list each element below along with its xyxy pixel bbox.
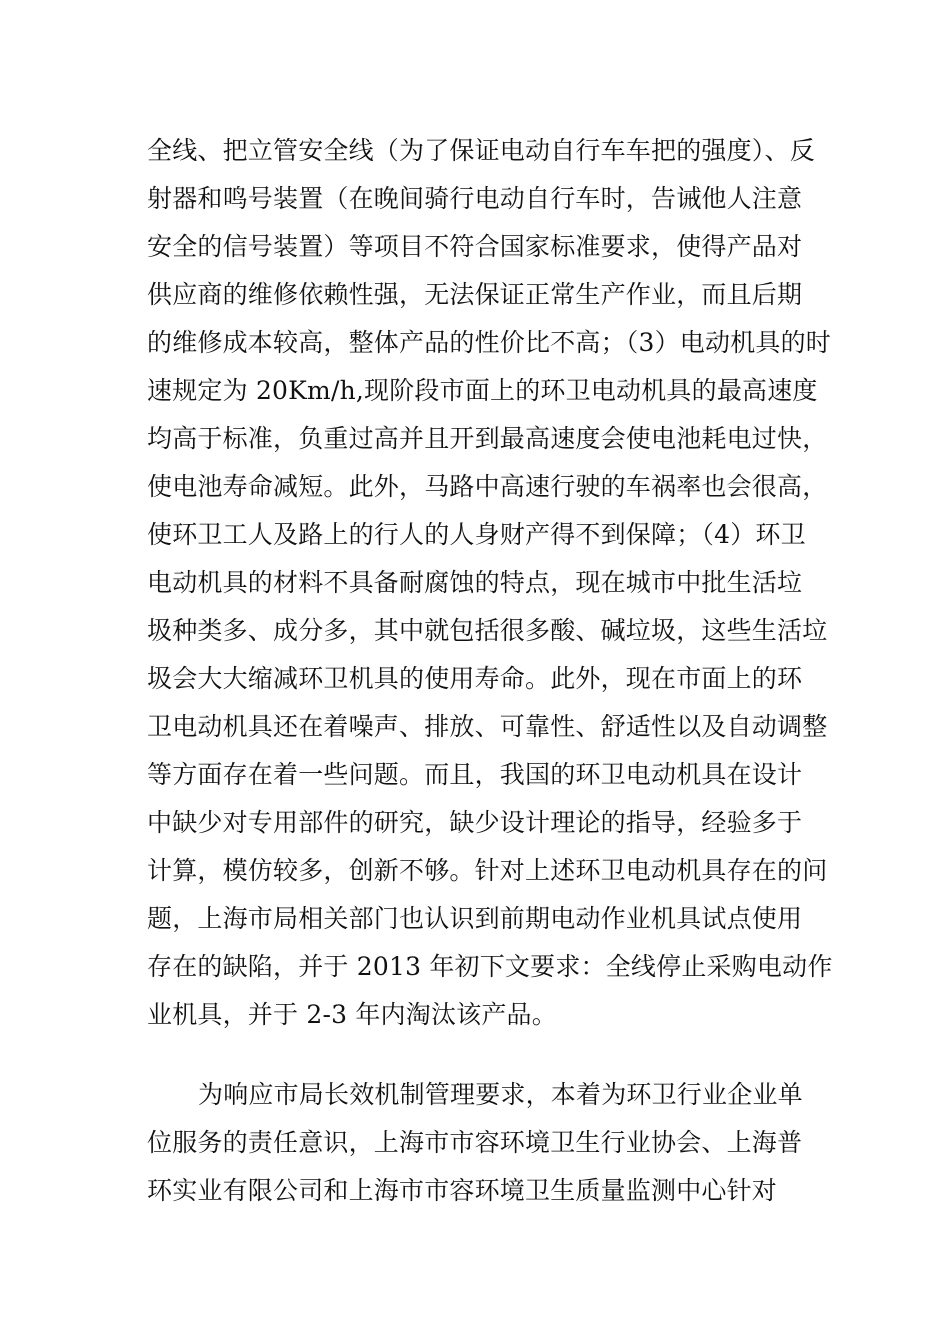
text-line: 均高于标准，负重过高并且开到最高速度会使电池耗电过快， [147, 424, 828, 453]
text-line: 供应商的维修依赖性强，无法保证正常生产作业，而且后期 [147, 280, 803, 309]
text-line: 卫电动机具还在着噪声、排放、可靠性、舒适性以及自动调整 [147, 712, 828, 741]
text-line: 中缺少对专用部件的研究，缺少设计理论的指导，经验多于 [147, 808, 803, 837]
text-line: 圾会大大缩减环卫机具的使用寿命。此外，现在市面上的环 [147, 664, 803, 693]
text-line: 使电池寿命减短。此外，马路中高速行驶的车祸率也会很高， [147, 472, 828, 501]
text-line: 等方面存在着一些问题。而且，我国的环卫电动机具在设计 [147, 760, 803, 789]
text-line: 射器和鸣号装置（在晚间骑行电动自行车时，告诫他人注意 [147, 184, 803, 213]
text-line: 圾种类多、成分多，其中就包括很多酸、碱垃圾，这些生活垃 [147, 616, 828, 645]
text-line: 为响应市局长效机制管理要求，本着为环卫行业企业单 [198, 1080, 803, 1109]
text-line: 全线、把立管安全线（为了保证电动自行车车把的强度）、反 [147, 136, 815, 165]
text-line: 位服务的责任意识，上海市市容环境卫生行业协会、上海普 [147, 1128, 803, 1157]
text-line: 速规定为 20Km/h,现阶段市面上的环卫电动机具的最高速度 [147, 376, 818, 405]
text-line: 环实业有限公司和上海市市容环境卫生质量监测中心针对 [147, 1176, 778, 1205]
text-line: 业机具，并于 2-3 年内淘汰该产品。 [147, 1000, 557, 1029]
text-line: 的维修成本较高，整体产品的性价比不高；（3）电动机具的时 [147, 328, 832, 357]
text-line: 题，上海市局相关部门也认识到前期电动作业机具试点使用 [147, 904, 803, 933]
text-line: 使环卫工人及路上的行人的人身财产得不到保障；（4）环卫 [147, 520, 806, 549]
text-line: 电动机具的材料不具备耐腐蚀的特点，现在城市中批生活垃 [147, 568, 803, 597]
text-line: 安全的信号装置）等项目不符合国家标准要求，使得产品对 [147, 232, 803, 261]
text-line: 存在的缺陷，并于 2013 年初下文要求：全线停止采购电动作 [147, 952, 833, 981]
text-line: 计算，模仿较多，创新不够。针对上述环卫电动机具存在的问 [147, 856, 828, 885]
